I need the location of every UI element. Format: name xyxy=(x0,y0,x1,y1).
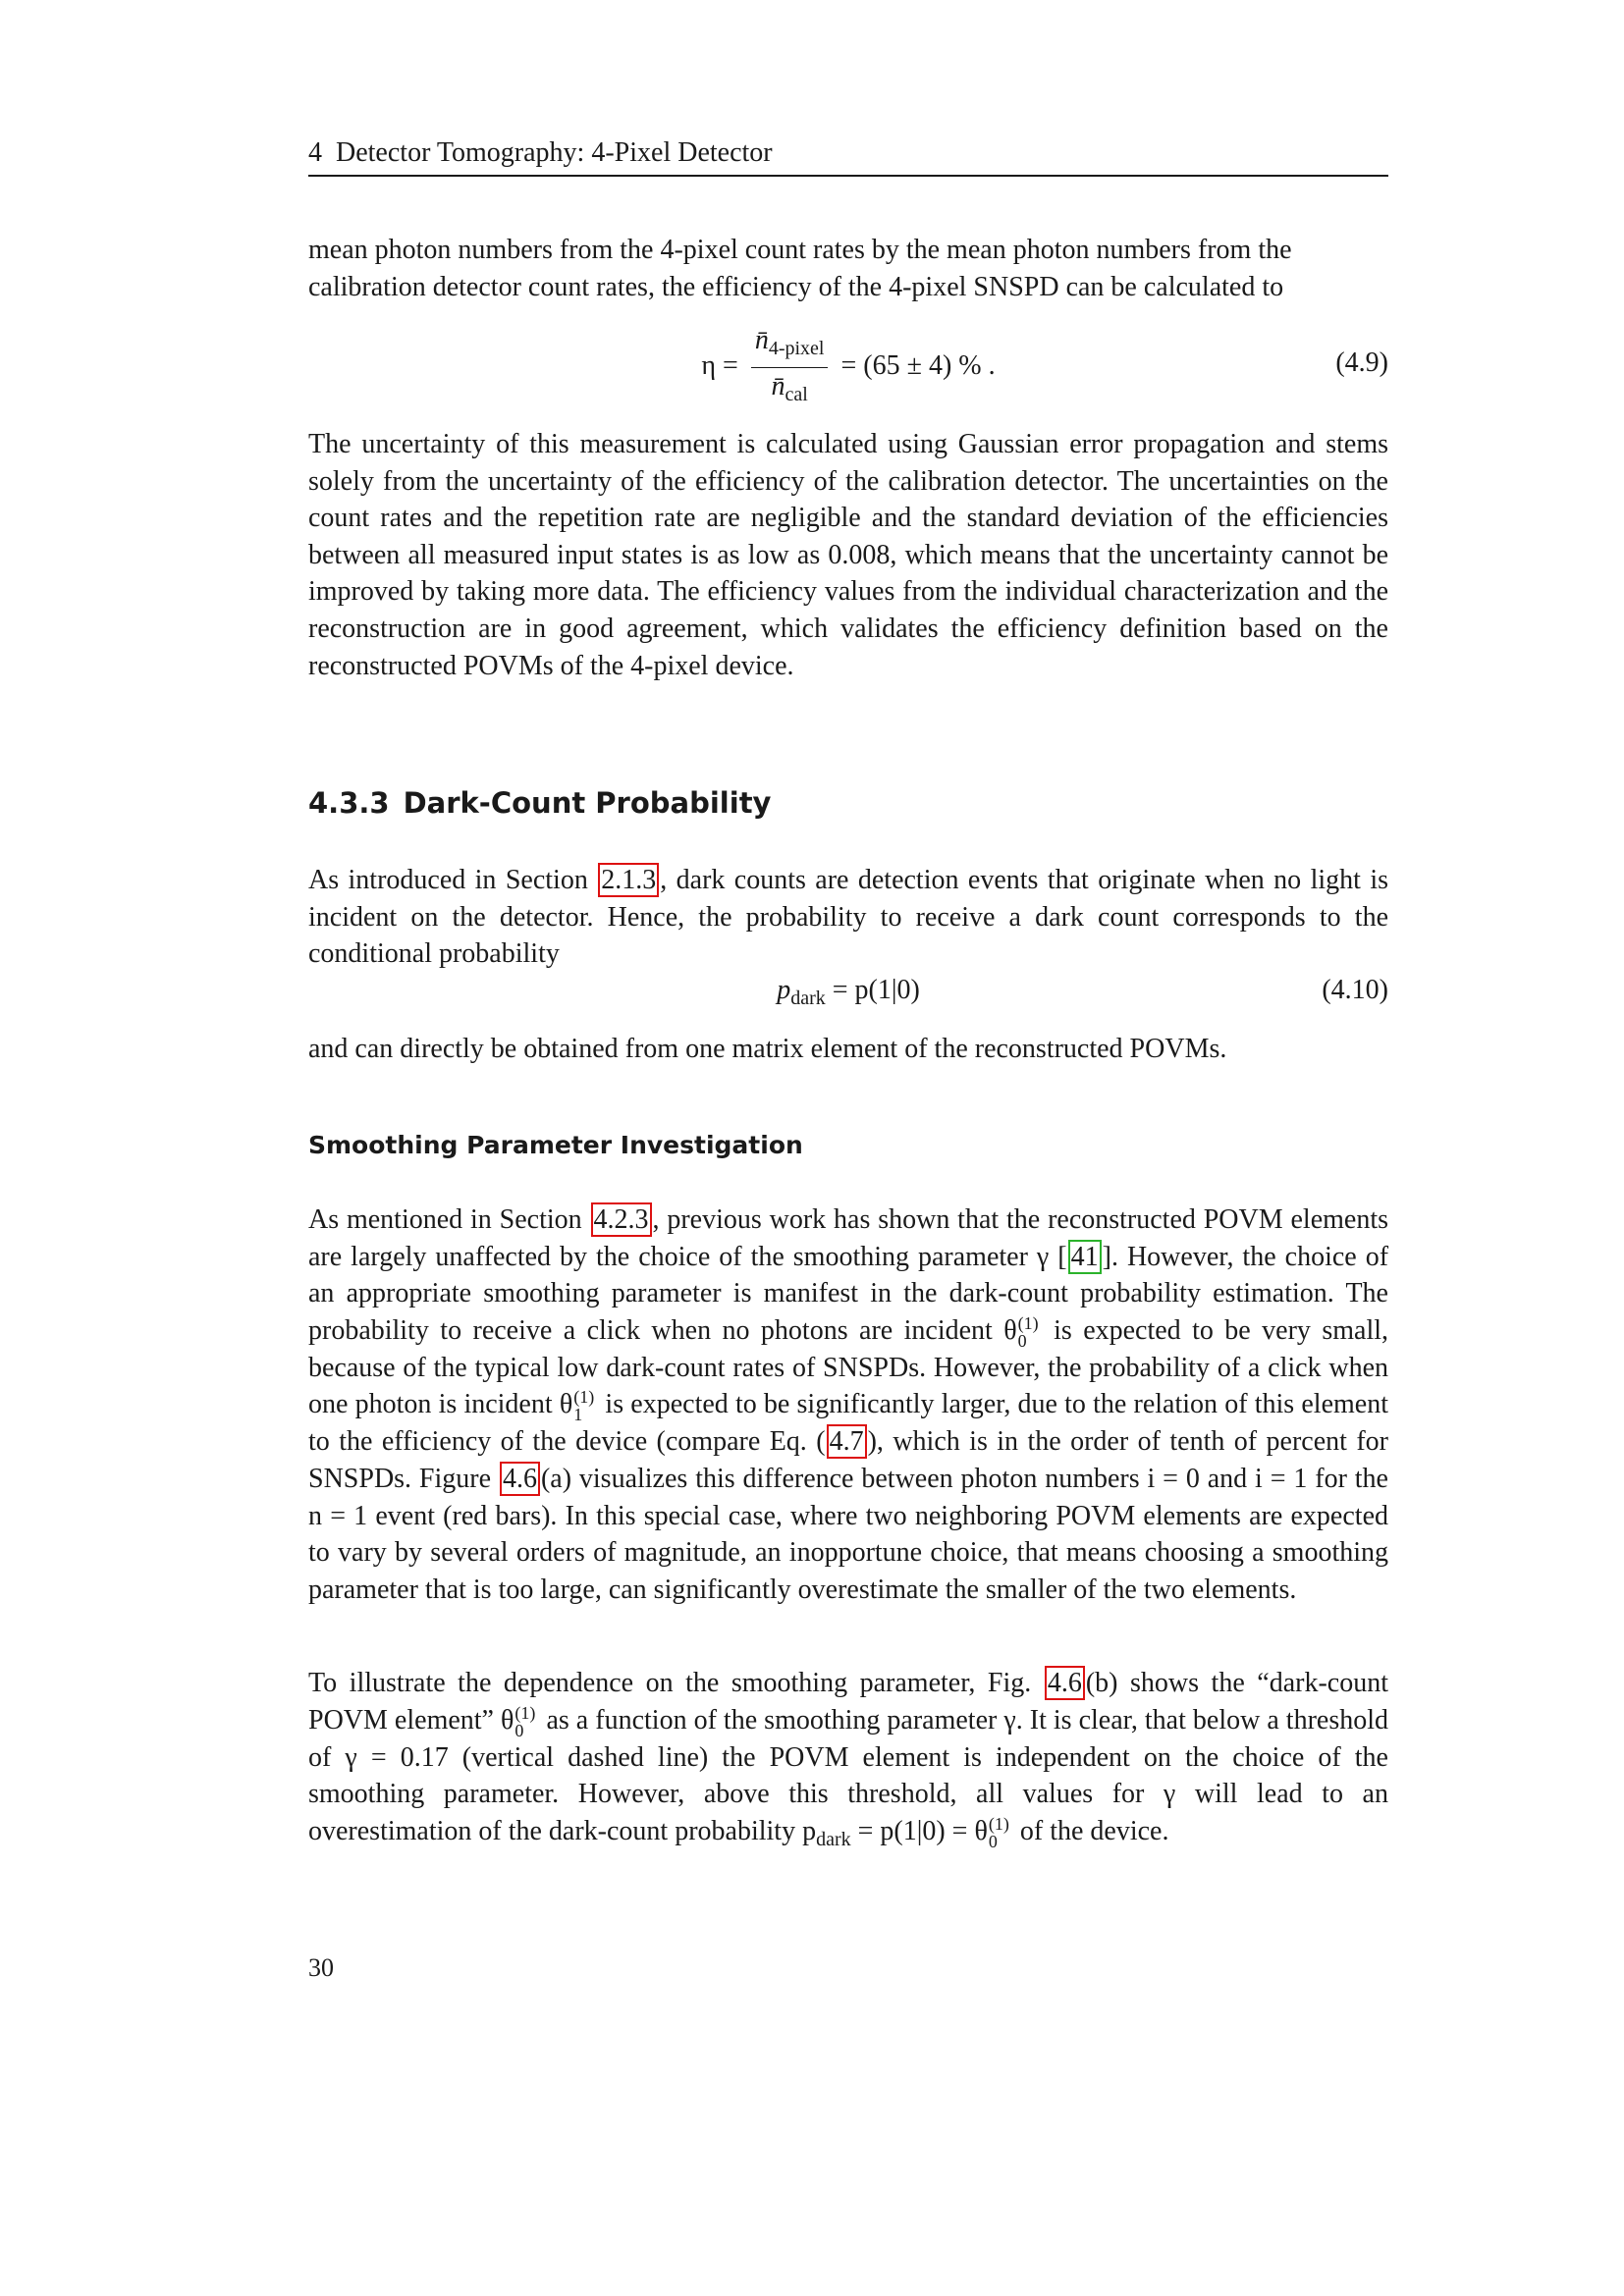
citation-41[interactable]: 41 xyxy=(1068,1240,1102,1274)
subheading-smoothing: Smoothing Parameter Investigation xyxy=(308,1131,803,1159)
smoothing-paragraph: As mentioned in Section 4.2.3 , previous work has shown that the reconstructed POVM elements are largely unaffected by the choice of the smoothing parameter γ [ 41 ]. However, the choice of an appropriate smoothing parameter is manifest in the dark-count probability estimation. The probability to receive a click when no photons are incident θ (1) 0 is expected to be very small, because of the typical low dark-count rates of SNSPDs. However, the probability of a click when one photon is incident θ (1) 1 is expected to be significantly larger, due to the relation of this element to the efficiency of the device (compare Eq. ( 4.7 ), which is in the order of tenth of percent for SNSPDs. Figure 4.6 (a) visualizes this difference between photon numbers i = 0 and i = 1 for the n = 1 event (red bars). In this special case, where two neighboring POVM elements are expected to vary by several orders of magnitude, an inopportune choice, that means choosing a smoothing parameter that is too large, can significantly overestimate the smaller of the two elements. xyxy=(308,1204,1389,1605)
illustration-paragraph: To illustrate the dependence on the smoothing parameter, Fig. 4.6 (b) shows the “dark-count POVM element” θ (1) 0 as a function of the smoothing parameter γ. It is clear, that below a threshold of γ = 0.17 (vertical dashed line) the POVM element is independent on the choice of the smoothing parameter. However, above this threshold, all values for γ will lead to an overestimation of the dark-count probability $p_{dark} = p(1|0) = \theta$ (1) 0 of the device. xyxy=(308,1668,1389,1851)
intro-paragraph-block xyxy=(308,232,1388,305)
ref-eq-4-7[interactable]: 4.7 xyxy=(827,1424,867,1459)
dark-after-paragraph: and can directly be obtained from one matrix element of the reconstructed POVMs. xyxy=(308,1034,1227,1064)
eq49-fraction: $\frac{n̄_{4-pixel}}{n̄_{cal}}$ xyxy=(751,324,829,411)
page-number: 30 xyxy=(308,1953,334,1982)
eq49-rhs: = (65 ± 4) % . xyxy=(840,349,996,381)
ref-fig-4-6b[interactable]: 4.6 xyxy=(1045,1666,1085,1700)
eq410-label: (4.10) xyxy=(1322,975,1388,1005)
ref-section-2-1-3[interactable]: 2.1.3 xyxy=(598,863,659,897)
uncertainty-paragraph: The uncertainty of this measurement is calculated using Gaussian error propagation and stems solely from the uncertainty of the efficiency of the calibration detector. The uncertainties on the count rates and the repetition rate are negligible and the standard deviation of the efficiencies between all measured input states is as low as 0.008, which means that the uncertainty cannot be improved by taking more data. The efficiency values from the individual characterization and the reconstruction are in good agreement, which validates the efficiency definition based on the reconstructed POVMs of the 4-pixel device. xyxy=(308,429,1388,681)
dark-after-block xyxy=(308,1031,1388,1068)
illustration-paragraph-block xyxy=(308,1665,1388,1858)
uncertainty-paragraph-block xyxy=(308,426,1388,684)
eq49-lhs: η = xyxy=(701,349,738,381)
ref-section-4-2-3[interactable]: 4.2.3 xyxy=(591,1202,652,1237)
dark-count-paragraph-block xyxy=(308,862,1388,973)
chapter-number: 4 xyxy=(308,137,322,168)
equation-4-9 xyxy=(308,324,1388,412)
eq410-rhs: = p(1|0) xyxy=(832,975,920,1005)
intro-paragraph: mean photon numbers from the 4-pixel count rates by the mean photon numbers from the calibration detector count rates, the efficiency of the 4-pixel SNSPD can be calculated to xyxy=(308,235,1292,302)
equation-4-10: $p_{dark} = p(1|0)$ (4.10) xyxy=(777,975,1388,1009)
dark-count-paragraph: As introduced in Section 2.1.3 , dark counts are detection events that originate when no light is incident on the detector. Hence, the probability to receive a dark count corresponds to the conditional probability xyxy=(308,865,1388,970)
smoothing-paragraph-block xyxy=(308,1201,1388,1608)
chapter-title: Detector Tomography: 4-Pixel Detector xyxy=(336,137,773,168)
section-heading: 4.3.3 Dark-Count Probability xyxy=(308,786,772,820)
running-header xyxy=(308,133,1388,177)
eq49-label: (4.9) xyxy=(1335,347,1388,378)
ref-fig-4-6a[interactable]: 4.6 xyxy=(500,1462,540,1496)
